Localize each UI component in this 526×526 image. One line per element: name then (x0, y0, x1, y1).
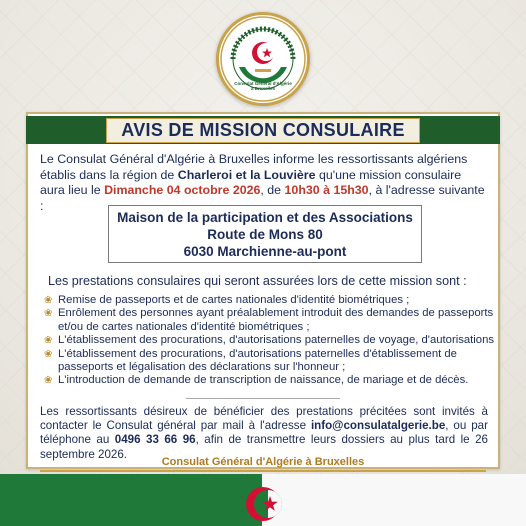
flower-bullet-icon: ❀ (44, 348, 53, 360)
address-line-1: Maison de la participation et des Associations (117, 210, 413, 225)
service-text: Enrôlement des personnes ayant préalablement introduit des demandes de passeports et/ou de cartes nationales d'identité biométriques ; (58, 307, 494, 333)
mission-date: Dimanche 04 octobre 2026 (104, 183, 261, 197)
services-title: Les prestations consulaires qui seront assurées lors de cette mission sont : (48, 274, 467, 288)
title-banner (26, 116, 500, 144)
logo-ring-text: Consulat Général d'Algérie à Bruxelles (234, 81, 292, 91)
address-line-3: 6030 Marchienne-au-pont (183, 244, 347, 259)
service-text: Remise de passeports et de cartes nationales d'identité biométriques ; (58, 294, 410, 306)
intro-text-1: Le Consulat Général d'Algérie à Bruxelles informe les ressortissants algériens établis dans la région de (40, 152, 468, 182)
list-item (44, 307, 494, 334)
flag-white-band (262, 474, 526, 526)
address-line-2: Route de Mons 80 (207, 227, 323, 242)
flower-bullet-icon: ❀ (44, 295, 53, 306)
consulate-logo (216, 12, 310, 106)
closing-text-2: , ou par téléphone au (40, 419, 488, 447)
service-text: L'établissement des procurations, d'autorisations paternelles d'établissement de passeports et légalisation des déclarations sur l'honneur ; (58, 347, 457, 374)
divider (186, 398, 340, 399)
services-list (44, 294, 494, 388)
contact-email: info@consulatalgerie.be (310, 419, 446, 433)
flower-bullet-icon: ❀ (44, 375, 53, 387)
list-item (44, 334, 494, 347)
intro-region: Charleroi et la Louvière (177, 167, 316, 182)
contact-phone: 0496 33 66 96 (114, 433, 196, 447)
intro-text-4: , à l'adresse suivante : (40, 183, 485, 213)
intro-text-3: , de (260, 183, 285, 197)
flower-bullet-icon: ❀ (44, 335, 53, 347)
title-frame (106, 118, 420, 143)
signature: Consulat Général d'Algérie à Bruxelles (161, 456, 365, 468)
flag-green-band (0, 474, 262, 526)
service-text: L'établissement des procurations, d'autorisations paternelles de voyage, d'autorisations (58, 334, 495, 347)
list-item (44, 294, 494, 307)
service-text: L'introduction de demande de transcription de naissance, de mariage et de décès. (58, 374, 469, 387)
list-item (44, 348, 494, 375)
notice-title: AVIS DE MISSION CONSULAIRE (121, 119, 405, 140)
mission-time: 10h30 à 15h30 (284, 183, 369, 197)
flower-bullet-icon: ❀ (44, 308, 53, 320)
closing-text-1: Les ressortissants désireux de bénéficier des prestations précitées sont invités à contacter le Consulat général par mail à l'adresse (40, 405, 488, 433)
closing-text-3: , afin de transmettre leurs dossiers au plus tard le 26 septembre 2026. (40, 433, 488, 461)
intro-text-2: qu'une mission consulaire aura lieu le (40, 167, 462, 197)
crescent-star-icon (236, 478, 290, 526)
list-item (44, 374, 494, 387)
gold-divider (40, 470, 486, 472)
closing-paragraph (40, 405, 488, 462)
address-box (108, 205, 422, 263)
